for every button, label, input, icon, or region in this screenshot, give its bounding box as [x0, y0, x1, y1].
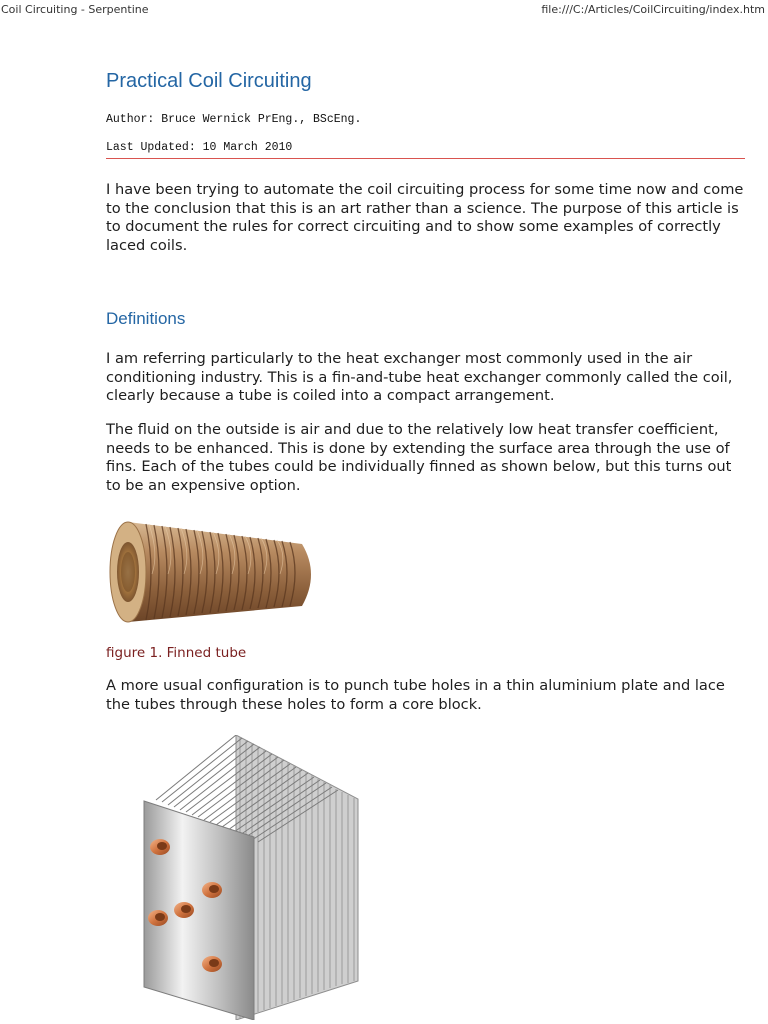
finned-tube-image: [106, 514, 322, 628]
title-divider: [106, 158, 745, 159]
print-header: [0, 0, 768, 20]
print-header-url: file:///C:/Articles/CoilCircuiting/index.htm: [541, 3, 765, 16]
definitions-paragraph-2: The fluid on the outside is air and due to the relatively low heat transfer coefficient, needs to be enhanced. This is done by extending the surface area through the use of fins. Each of the tubes could be individually finned as shown below, but this turns out to be an expensive option.: [106, 421, 732, 494]
intro-paragraph: I have been trying to automate the coil circuiting process for some time now and come to the conclusion that this is an art rather than a science. The purpose of this article is to document the rules for correct circuiting and to show some examples of correctly laced coils.: [106, 181, 744, 254]
author-line: Author: Bruce Wernick PrEng., BScEng.: [106, 113, 362, 126]
print-header-title: Coil Circuiting - Serpentine: [1, 3, 149, 16]
figure-1-caption: figure 1. Finned tube: [106, 645, 247, 661]
definitions-paragraph-1: I am referring particularly to the heat exchanger most commonly used in the air conditioning industry. This is a fin-and-tube heat exchanger commonly called the coil, clearly because a tube is coiled into a compact arrangement.: [106, 350, 733, 405]
definitions-heading: Definitions: [106, 309, 186, 328]
definitions-paragraph-3: A more usual configuration is to punch tube holes in a thin aluminium plate and lace the tubes through these holes to form a core block.: [106, 677, 725, 713]
page-title: Practical Coil Circuiting: [106, 70, 312, 92]
last-updated-line: Last Updated: 10 March 2010: [106, 141, 293, 154]
coil-block-image: [136, 735, 368, 1020]
